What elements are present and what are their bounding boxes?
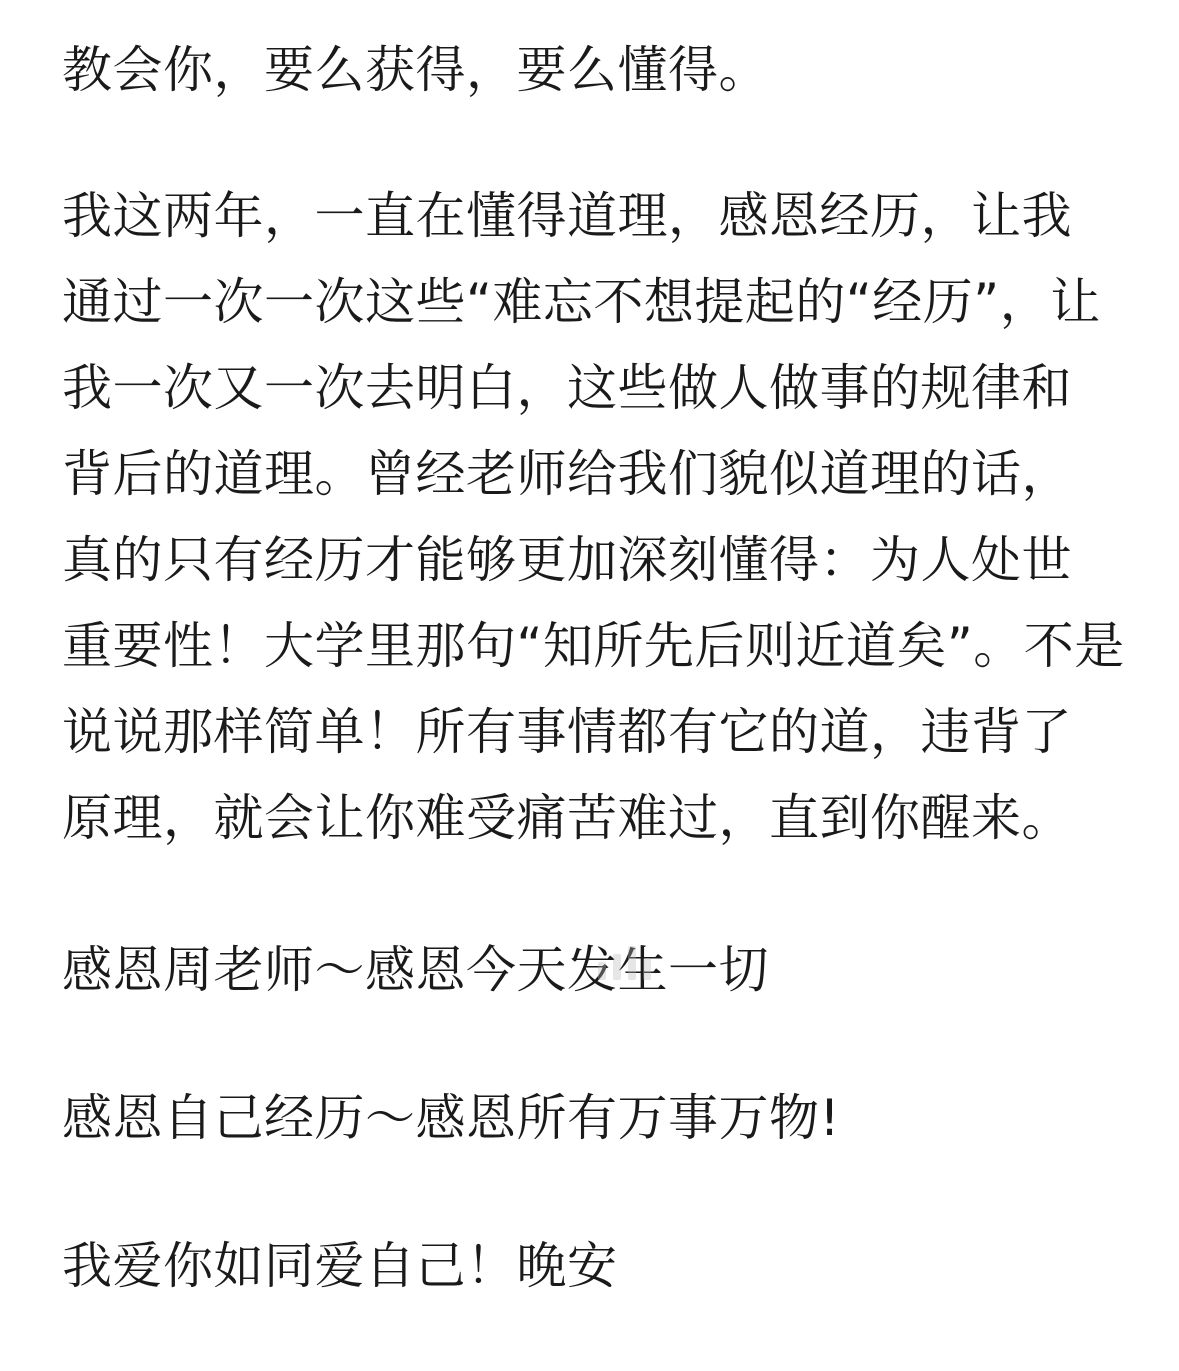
watermark-bars-icon <box>598 936 664 980</box>
paragraph-line: 我爱你如同爱自己！晚安 <box>62 1237 618 1295</box>
paragraph-line: 教会你，要么获得，要么懂得。 <box>62 41 769 99</box>
paragraph-line: 感恩周老师～感恩今天发生一切 <box>62 941 769 999</box>
paragraph-line: 真的只有经历才能够更加深刻懂得：为人处世 <box>62 531 1072 589</box>
paragraph-line: 说说那样简单！所有事情都有它的道，违背了 <box>62 703 1072 761</box>
paragraph-line: 我这两年，一直在懂得道理，感恩经历，让我 <box>62 187 1072 245</box>
paragraph-line: 我一次又一次去明白，这些做人做事的规律和 <box>62 359 1072 417</box>
paragraph-line: 原理，就会让你难受痛苦难过，直到你醒来。 <box>62 789 1072 847</box>
paragraph-line: 通过一次一次这些“难忘不想提起的“经历”，让 <box>62 273 1101 331</box>
paragraph-line: 背后的道理。曾经老师给我们貌似道理的话， <box>62 445 1072 503</box>
paragraph-line: 重要性！大学里那句“知所先后则近道矣”。不是 <box>62 617 1125 675</box>
paragraph-line: 感恩自己经历～感恩所有万事万物! <box>62 1089 841 1147</box>
